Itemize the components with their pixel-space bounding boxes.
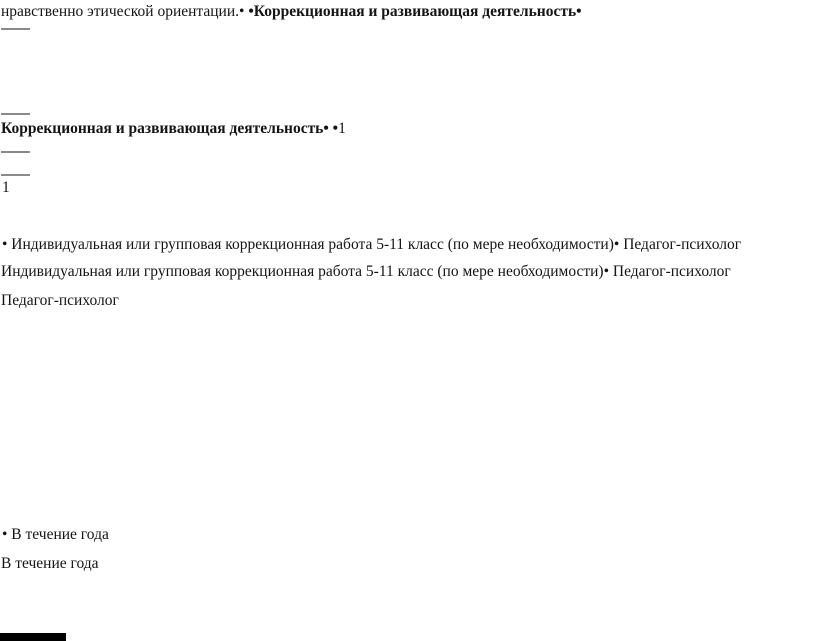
responsible-role: Педагог-психолог — [1, 292, 119, 309]
section-heading-number: 1 — [338, 120, 346, 137]
text-line-orientation-continuation — [1, 2, 582, 21]
activity-row: Индивидуальная или групповая коррекционная работа 5-11 класс (по мере необходимости)• Педагог-психолог — [1, 263, 731, 280]
horizontal-rule — [1, 174, 30, 176]
section-heading-bold: Коррекционная и развивающая деятельность• • — [1, 120, 339, 137]
horizontal-rule — [1, 28, 30, 30]
horizontal-rule — [1, 113, 30, 115]
section-title-inline-bold: •Коррекционная и развивающая деятельность• — [248, 3, 582, 20]
activity-row-bulleted: • Индивидуальная или групповая коррекционная работа 5-11 класс (по мере необходимости)• Педагог-психолог — [2, 236, 742, 253]
timing: В течение года — [1, 555, 99, 572]
section-heading-line — [1, 119, 346, 138]
timing-bulleted: • В течение года — [2, 526, 109, 543]
black-bar-artifact — [0, 633, 66, 641]
footnote-number: 1 — [2, 179, 10, 196]
text-regular-fragment: нравственно этической ориентации.• — [1, 3, 249, 20]
horizontal-rule — [1, 151, 30, 153]
